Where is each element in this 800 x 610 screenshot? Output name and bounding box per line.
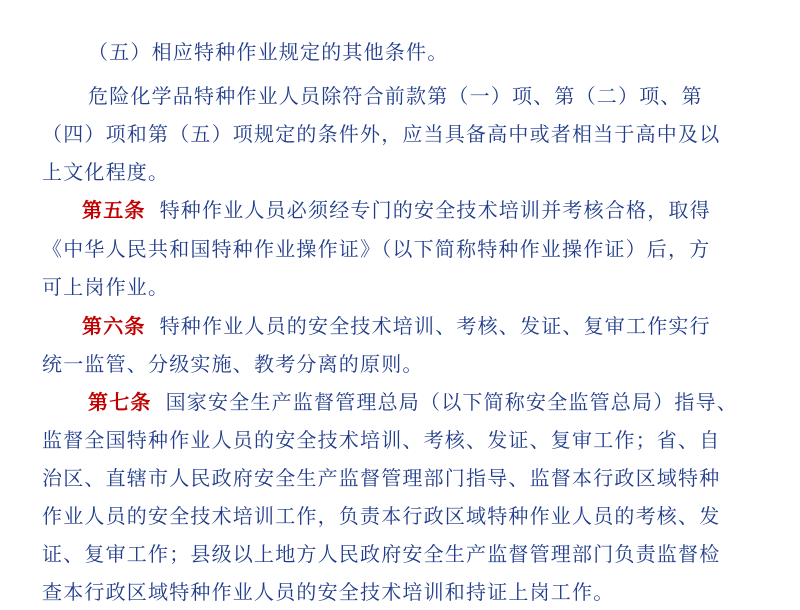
article-7-heading: 第七条: [88, 390, 152, 414]
article-7-line-4: [0, 498, 800, 534]
line-text: 特种作业人员必须经专门的安全技术培训并考核合格，取得: [159, 198, 711, 222]
line-text: （四）项和第（五）项规定的条件外，应当具备高中或者相当于高中及以: [42, 122, 721, 146]
article-5-line-1: [0, 192, 800, 228]
line-text: （五）相应特种作业规定的其他条件。: [88, 40, 449, 64]
article-6-line-2: [0, 346, 800, 382]
line-text: 《中华人民共和国特种作业操作证》（以下简称特种作业操作证）后，方: [42, 237, 711, 261]
article-6-line-1: [0, 308, 800, 344]
text-line-4: [0, 154, 800, 190]
line-text: 统一监管、分级实施、教考分离的原则。: [42, 352, 424, 376]
article-7-line-3: [0, 460, 800, 496]
line-text: 上文化程度。: [42, 160, 170, 184]
line-text: 查本行政区域特种作业人员的安全技术培训和持证上岗工作。: [42, 580, 615, 604]
line-text: 国家安全生产监督管理总局（以下简称安全监管总局）指导、: [165, 390, 739, 414]
line-text: 作业人员的安全技术培训工作，负责本行政区域特种作业人员的考核、发: [42, 504, 721, 528]
article-5-line-2: [0, 231, 800, 267]
line-text: 证、复审工作；县级以上地方人民政府安全生产监督管理部门负责监督检: [42, 542, 721, 566]
article-7-line-5: [0, 536, 800, 572]
line-text: 治区、直辖市人民政府安全生产监督管理部门指导、监督本行政区域特种: [42, 466, 721, 490]
line-text: 可上岗作业。: [42, 275, 170, 299]
line-text: 特种作业人员的安全技术培训、考核、发证、复审工作实行: [159, 314, 711, 338]
article-5-line-3: [0, 269, 800, 305]
text-line-2: [0, 78, 800, 114]
article-6-heading: 第六条: [82, 314, 146, 338]
line-text: 危险化学品特种作业人员除符合前款第（一）项、第（二）项、第: [88, 84, 703, 108]
article-7-line-2: [0, 422, 800, 458]
article-7-line-1: [0, 384, 800, 420]
article-5-heading: 第五条: [82, 198, 146, 222]
article-7-line-6: [0, 574, 800, 610]
line-text: 监督全国特种作业人员的安全技术培训、考核、发证、复审工作；省、自: [42, 428, 721, 452]
text-line-3: [0, 116, 800, 152]
text-line-1: [0, 34, 800, 70]
